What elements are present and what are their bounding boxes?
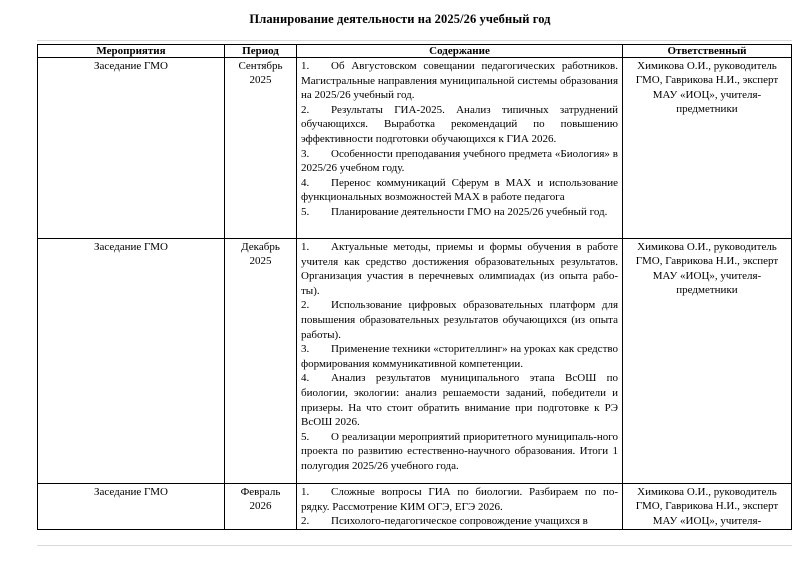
responsible-line: предметники — [676, 103, 738, 116]
period-month: Февраль — [240, 486, 281, 498]
item-text: Использование цифровых образовательных платформ для повышения образовательных результатов обучающихся (из опыта работы). — [301, 299, 618, 341]
period-cell — [225, 239, 297, 484]
responsible-line: МАУ «ИОЦ», учителя- — [652, 88, 762, 101]
period-year: 2025 — [249, 74, 272, 86]
page-boundary-line-top — [37, 40, 792, 41]
content-item — [301, 485, 618, 514]
period-month: Декабрь — [241, 241, 280, 253]
item-number: 3. — [301, 343, 310, 356]
item-number: 5. — [301, 205, 310, 218]
header-row — [38, 45, 792, 58]
table-row — [38, 58, 792, 239]
content-item — [301, 59, 618, 103]
item-number: 2. — [301, 299, 310, 312]
item-number: 4. — [301, 372, 310, 385]
content-item — [301, 240, 618, 298]
content-cell — [297, 58, 623, 239]
event-name: Заседание ГМО — [94, 486, 168, 498]
content-item — [301, 205, 618, 220]
page-boundary-line-bottom — [37, 545, 792, 546]
item-number: 2. — [301, 103, 310, 116]
content-item — [301, 147, 618, 176]
item-number: 2. — [301, 515, 310, 528]
responsible-cell — [623, 239, 792, 484]
planning-table — [37, 44, 792, 530]
content-item — [301, 371, 618, 429]
event-name: Заседание ГМО — [94, 241, 168, 253]
responsible-line: МАУ «ИОЦ», учителя- — [652, 269, 762, 282]
responsible-cell — [623, 484, 792, 530]
item-text: Результаты ГИА-2025. Анализ типичных затруднений обучающихся. Выработка рекомендаций по повышению эффективности подготовки обучающихся к ГИА 2026. — [301, 103, 618, 145]
column-header-responsible: Ответственный — [623, 45, 792, 58]
responsible-line: Химикова О.И., руководитель — [637, 60, 777, 72]
column-header-events: Мероприятия — [38, 45, 225, 58]
item-number: 5. — [301, 430, 310, 443]
document-title: Планирование деятельности на 2025/26 учебный год — [249, 12, 551, 26]
item-number: 1. — [301, 241, 310, 253]
responsible-line: ГМО, Гаврикова Н.И., эксперт — [635, 500, 779, 513]
item-text: Анализ результатов муниципального этапа ВсОШ по биологии, экологии: анализ решаемости заданий, победители и призеры. На что стоит обратить внимание при подготовке к РЭ ВсОШ 2026. — [301, 372, 618, 429]
content-item — [301, 103, 618, 147]
item-text: Актуальные методы, приемы и формы обучения в работе учителя как средство достижения образовательных результатов. Организация участия в перечневых олимпиадах (из опыта рабо-ты). — [301, 241, 618, 297]
item-text: Сложные вопросы ГИА по биологии. Разбираем по по-рядку. Рассмотрение КИМ ОГЭ, ЕГЭ 2026. — [301, 486, 618, 513]
responsible-line: МАУ «ИОЦ», учителя- — [652, 514, 762, 527]
column-header-content: Содержание — [297, 45, 623, 58]
content-cell — [297, 239, 623, 484]
event-cell — [38, 58, 225, 239]
item-text: Применение техники «сторителлинг» на уроках как средство формирования коммуникативной компетенции. — [301, 343, 618, 370]
event-name: Заседание ГМО — [94, 60, 168, 72]
item-number: 1. — [301, 60, 310, 72]
period-cell — [225, 58, 297, 239]
period-year: 2026 — [249, 500, 272, 512]
responsible-line: Химикова О.И., руководитель — [637, 241, 777, 253]
responsible-line: ГМО, Гаврикова Н.И., эксперт — [635, 74, 779, 87]
responsible-cell — [623, 58, 792, 239]
item-number: 3. — [301, 147, 310, 160]
responsible-line: Химикова О.И., руководитель — [637, 486, 777, 498]
item-text: Об Августовском совещании педагогических работников. Магистральные направления муниципальной системы образования на 2025/26 учебный год. — [301, 60, 618, 102]
content-item — [301, 514, 618, 529]
table-row — [38, 239, 792, 484]
item-text: О реализации мероприятий приоритетного муниципаль-ного проекта по развитию естественно-научного образования. Итоги 1 полугодия 2025/26 учебного года. — [301, 430, 618, 472]
responsible-line: предметники — [676, 284, 738, 297]
item-number: 1. — [301, 486, 310, 498]
item-text: Перенос коммуникаций Сферум в MAX и использование функциональных возможностей MAX в работе педагога — [301, 176, 618, 204]
item-text: Особенности преподавания учебного предмета «Биология» в 2025/26 учебном году. — [301, 147, 618, 175]
event-cell — [38, 484, 225, 530]
period-year: 2025 — [249, 255, 272, 267]
item-text: Психолого-педагогическое сопровождение учащихся в — [331, 515, 588, 528]
content-item — [301, 430, 618, 474]
event-cell — [38, 239, 225, 484]
table-row — [38, 484, 792, 530]
content-item — [301, 342, 618, 371]
responsible-line: ГМО, Гаврикова Н.И., эксперт — [635, 255, 779, 268]
period-cell — [225, 484, 297, 530]
content-item — [301, 298, 618, 342]
content-cell — [297, 484, 623, 530]
content-item — [301, 176, 618, 205]
item-text: Планирование деятельности ГМО на 2025/26 учебный год. — [331, 205, 608, 218]
item-number: 4. — [301, 176, 310, 189]
column-header-period: Период — [225, 45, 297, 58]
period-month: Сентябрь — [238, 60, 283, 72]
